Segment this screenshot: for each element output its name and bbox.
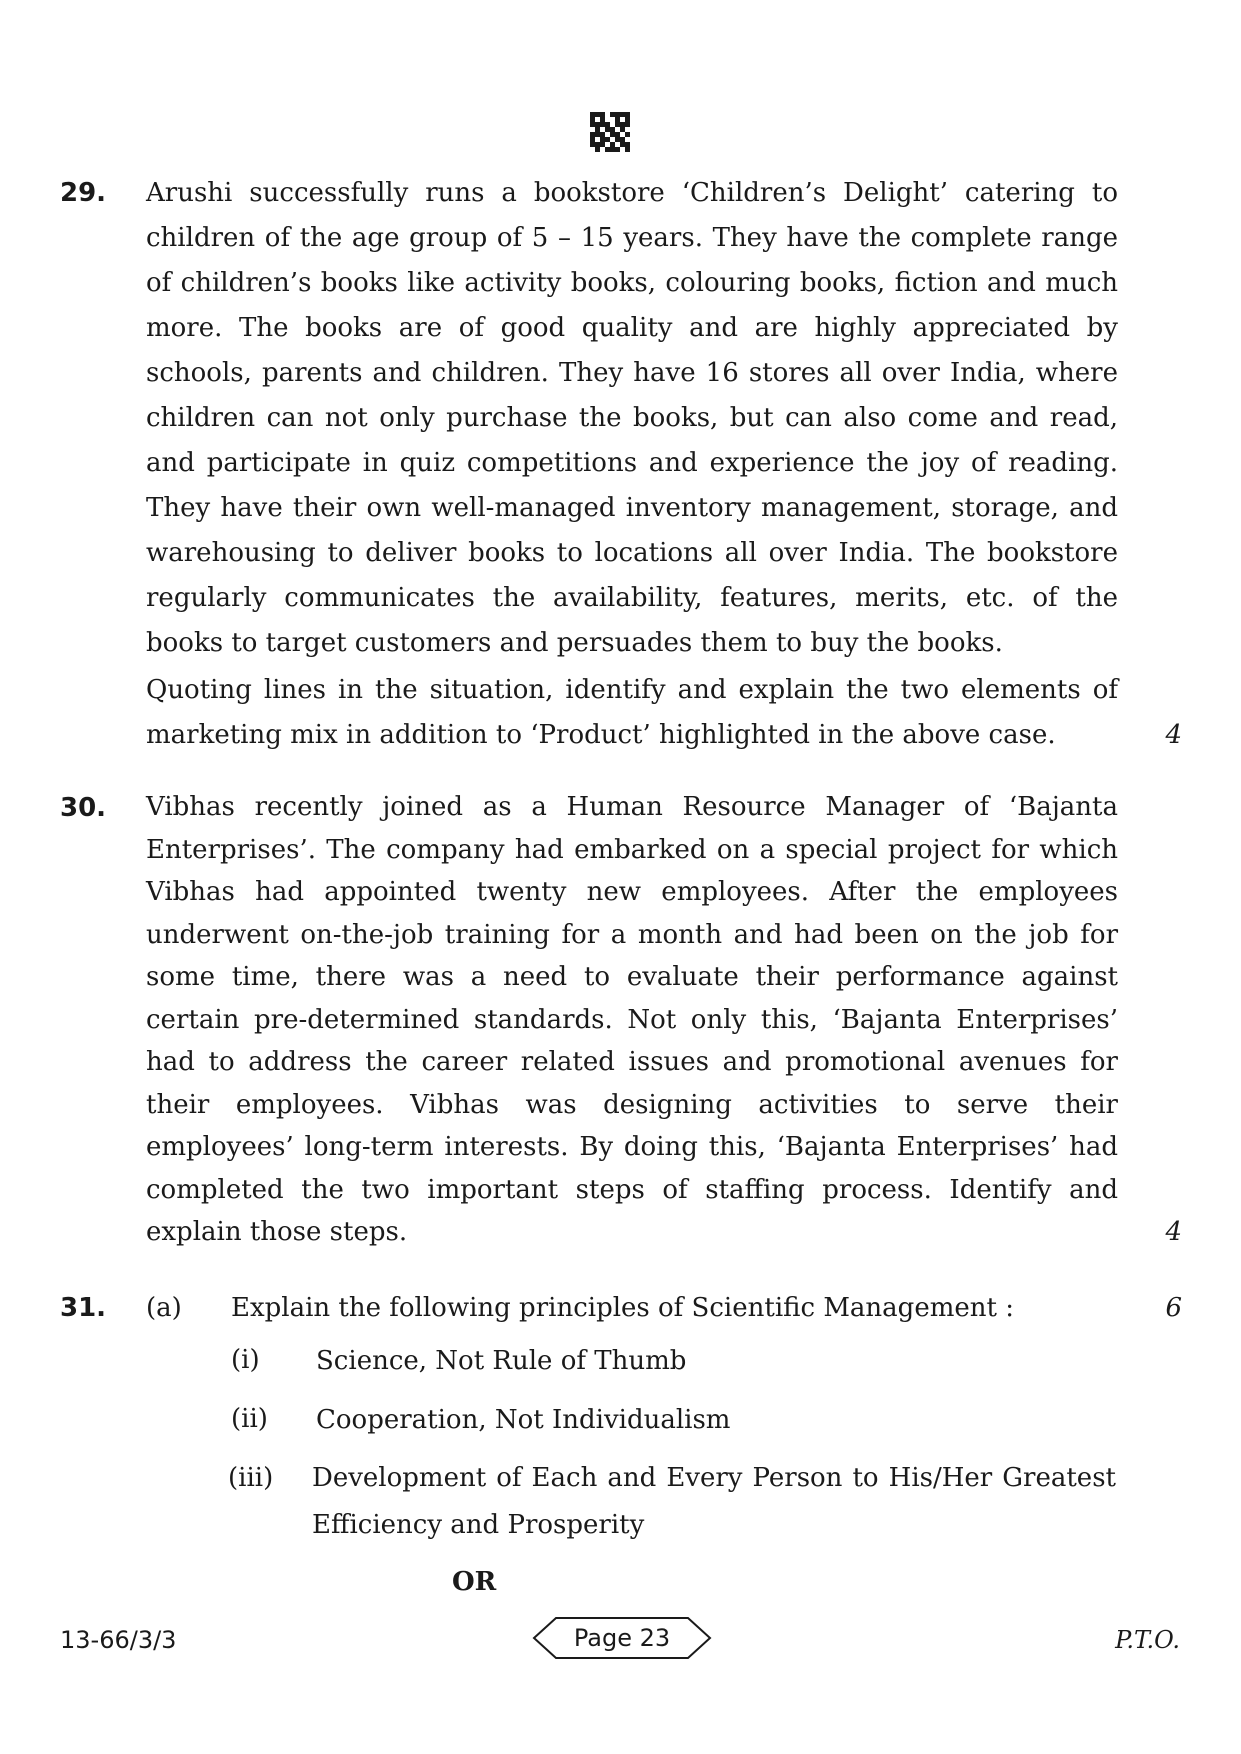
- or-separator: OR: [452, 1567, 497, 1597]
- item-text: Development of Each and Every Person to His/Her Greatest Efficiency and Prosperity: [312, 1463, 1116, 1540]
- question-body: Arushi successfully runs a bookstore ‘Children’s Delight’ catering to children of the age group of 5 – 15 years. They have the complete range of children’s books like activity books, colouring books, fiction and much more. The books are of good quality and are highly appreciated by schools, parents and children. They have 16 stores all over India, where children can not only purchase the books, but can also come and read, and participate in quiz competitions and experience the joy of reading. They have their own well-managed inventory management, storage, and warehousing to deliver books to locations all over India. The bookstore regularly communicates the availability, features, merits, etc. of the books to target customers and persuades them to buy the books.: [146, 178, 1118, 658]
- item-label: (iii): [228, 1463, 274, 1493]
- qr-code-icon: [590, 112, 630, 152]
- question-number: 29.: [60, 178, 107, 208]
- marks: 4: [1165, 1217, 1182, 1247]
- item-label: (i): [231, 1345, 260, 1375]
- marks: 4: [1165, 720, 1182, 750]
- part-label: (a): [146, 1293, 182, 1323]
- question-body: Vibhas recently joined as a Human Resource Manager of ‘Bajanta Enterprises’. The company had embarked on a special project for which Vibhas had appointed twenty new employees. After the employees underwent on-the-job training for a month and had been on the job for some time, there was a need to evaluate their performance against certain pre-determined standards. Not only this, ‘Bajanta Enterprises’ had to address the career related issues and promotional avenues for their employees. Vibhas was designing activities to serve their employees’ long-term interests. By doing this, ‘Bajanta Enterprises’ had completed the two important steps of staffing process. Identify and explain those steps.: [146, 792, 1118, 1247]
- question-number: 30.: [60, 793, 107, 823]
- item-label: (ii): [231, 1404, 268, 1434]
- item-text: Science, Not Rule of Thumb: [316, 1346, 687, 1376]
- pto-label: P.T.O.: [1115, 1626, 1180, 1654]
- page-number: Page 23: [573, 1624, 671, 1652]
- paper-code: 13-66/3/3: [60, 1626, 177, 1654]
- item-text: Cooperation, Not Individualism: [316, 1405, 731, 1435]
- question-instruction: Quoting lines in the situation, identify and explain the two elements of marketing mix in addition to ‘Product’ highlighted in the above case.: [146, 675, 1118, 750]
- marks: 6: [1165, 1293, 1182, 1323]
- page-number-badge: [532, 1616, 712, 1660]
- part-text: Explain the following principles of Scientific Management :: [231, 1293, 1014, 1323]
- question-number: 31.: [60, 1293, 107, 1323]
